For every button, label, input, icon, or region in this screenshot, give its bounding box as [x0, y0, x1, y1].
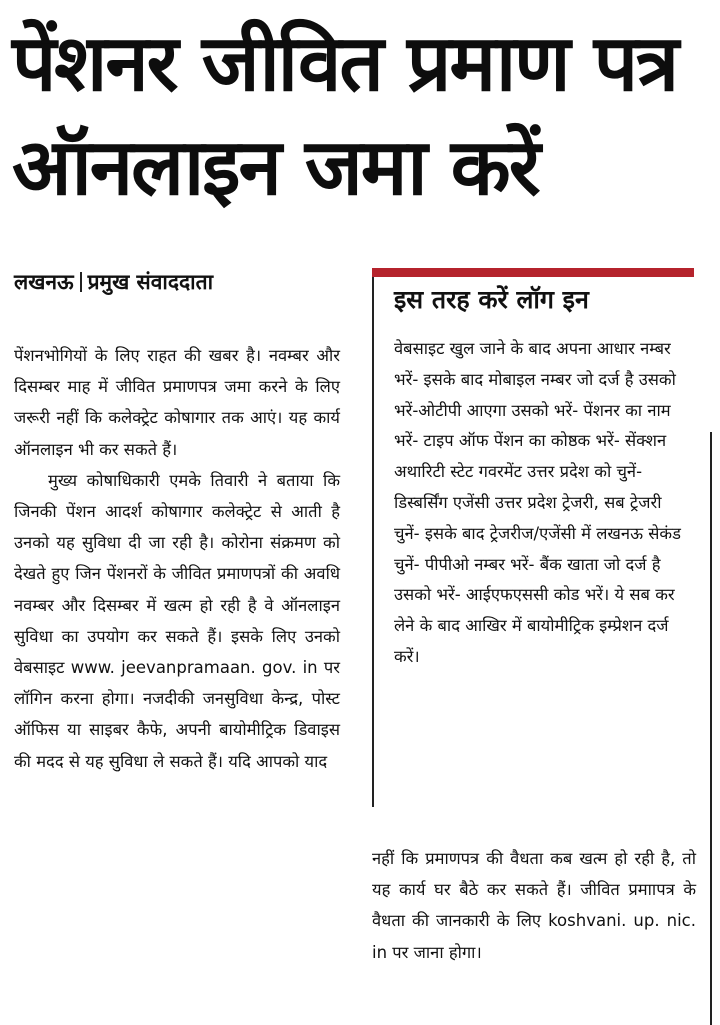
article-paragraph-2: मुख्य कोषाधिकारी एमके तिवारी ने बताया कि जिनकी पेंशन आदर्श कोषागार कलेक्ट्रेट से आती है उनको यह सुविधा दी जा रही है। कोरोना संक्रमण को देखते हुए जिन पेंशनरों के जीवित प्रमाणपत्रों की अवधि नवम्बर और दिसम्बर में खत्म हो रही है वे ऑनलाइन सुविधा का उपयोग कर सकते हैं। इसके लिए उनको वेबसाइट www. jeevanpramaan. gov. in पर लॉगिन करना होगा। नजदीकी जनसुविधा केन्द्र, पोस्ट ऑफिस या साइबर कैफे, अपनी बायोमीट्रिक डिवाइस की मदद से यह सुविधा ले सकते हैं। यदि आपको याद [14, 470, 340, 771]
article-continuation: नहीं कि प्रमाणपत्र की वैधता कब खत्म हो रही है, तो यह कार्य घर बैठे कर सकते हैं। जीवित प्रमाापत्र के वैधता की जानकारी के लिए koshvani. up. nic. in पर जाना होगा। [372, 849, 696, 962]
column-rule [710, 432, 712, 1025]
headline-line-2: ऑनलाइन जमा करें [12, 123, 539, 213]
article-left-column [14, 340, 340, 777]
sidebar-rule [372, 277, 374, 807]
sidebar-box [372, 268, 694, 808]
byline [14, 268, 213, 296]
byline-location: लखनऊ [14, 270, 74, 294]
headline [12, 12, 708, 220]
byline-divider [80, 272, 82, 292]
sidebar-title: इस तरह करें लॉग इन [394, 285, 589, 314]
article-paragraph-1: पेंशनभोगियों के लिए राहत की खबर है। नवम्बर और दिसम्बर माह में जीवित प्रमाणपत्र जमा करने के लिए जरूरी नहीं कि कलेक्ट्रेट कोषागार तक आएं। यह कार्य ऑनलाइन भी कर सकते हैं। [14, 346, 340, 459]
sidebar-body: वेबसाइट खुल जाने के बाद अपना आधार नम्बर भरें- इसके बाद मोबाइल नम्बर जो दर्ज है उसको भरें-ओटीपी आएगा उसको भरें- पेंशनर का नाम भरें- टाइप ऑफ पेंशन का कोष्ठक भरें- सेंक्शन अथारिटी स्टेट गवरमेंट उत्तर प्रदेश को चुनें- डिस्बर्सिंग एजेंसी उत्तर प्रदेश ट्रेजरी, सब ट्रेजरी चुनें- इसके बाद ट्रेजरीज/एजेंसी में लखनऊ सेकंड चुनें- पीपीओ नम्बर भरें- बैंक खाता जो दर्ज है उसको भरें- आईएफएससी कोड भरें। ये सब कर लेने के बाद आखिर में बायोमीट्रिक इम्प्रेशन दर्ज करें। [394, 339, 681, 666]
sidebar-accent-bar [372, 268, 694, 277]
byline-reporter: प्रमुख संवाददाता [87, 270, 214, 294]
headline-line-1: पेंशनर जीवित प्रमाण पत्र [12, 19, 678, 109]
